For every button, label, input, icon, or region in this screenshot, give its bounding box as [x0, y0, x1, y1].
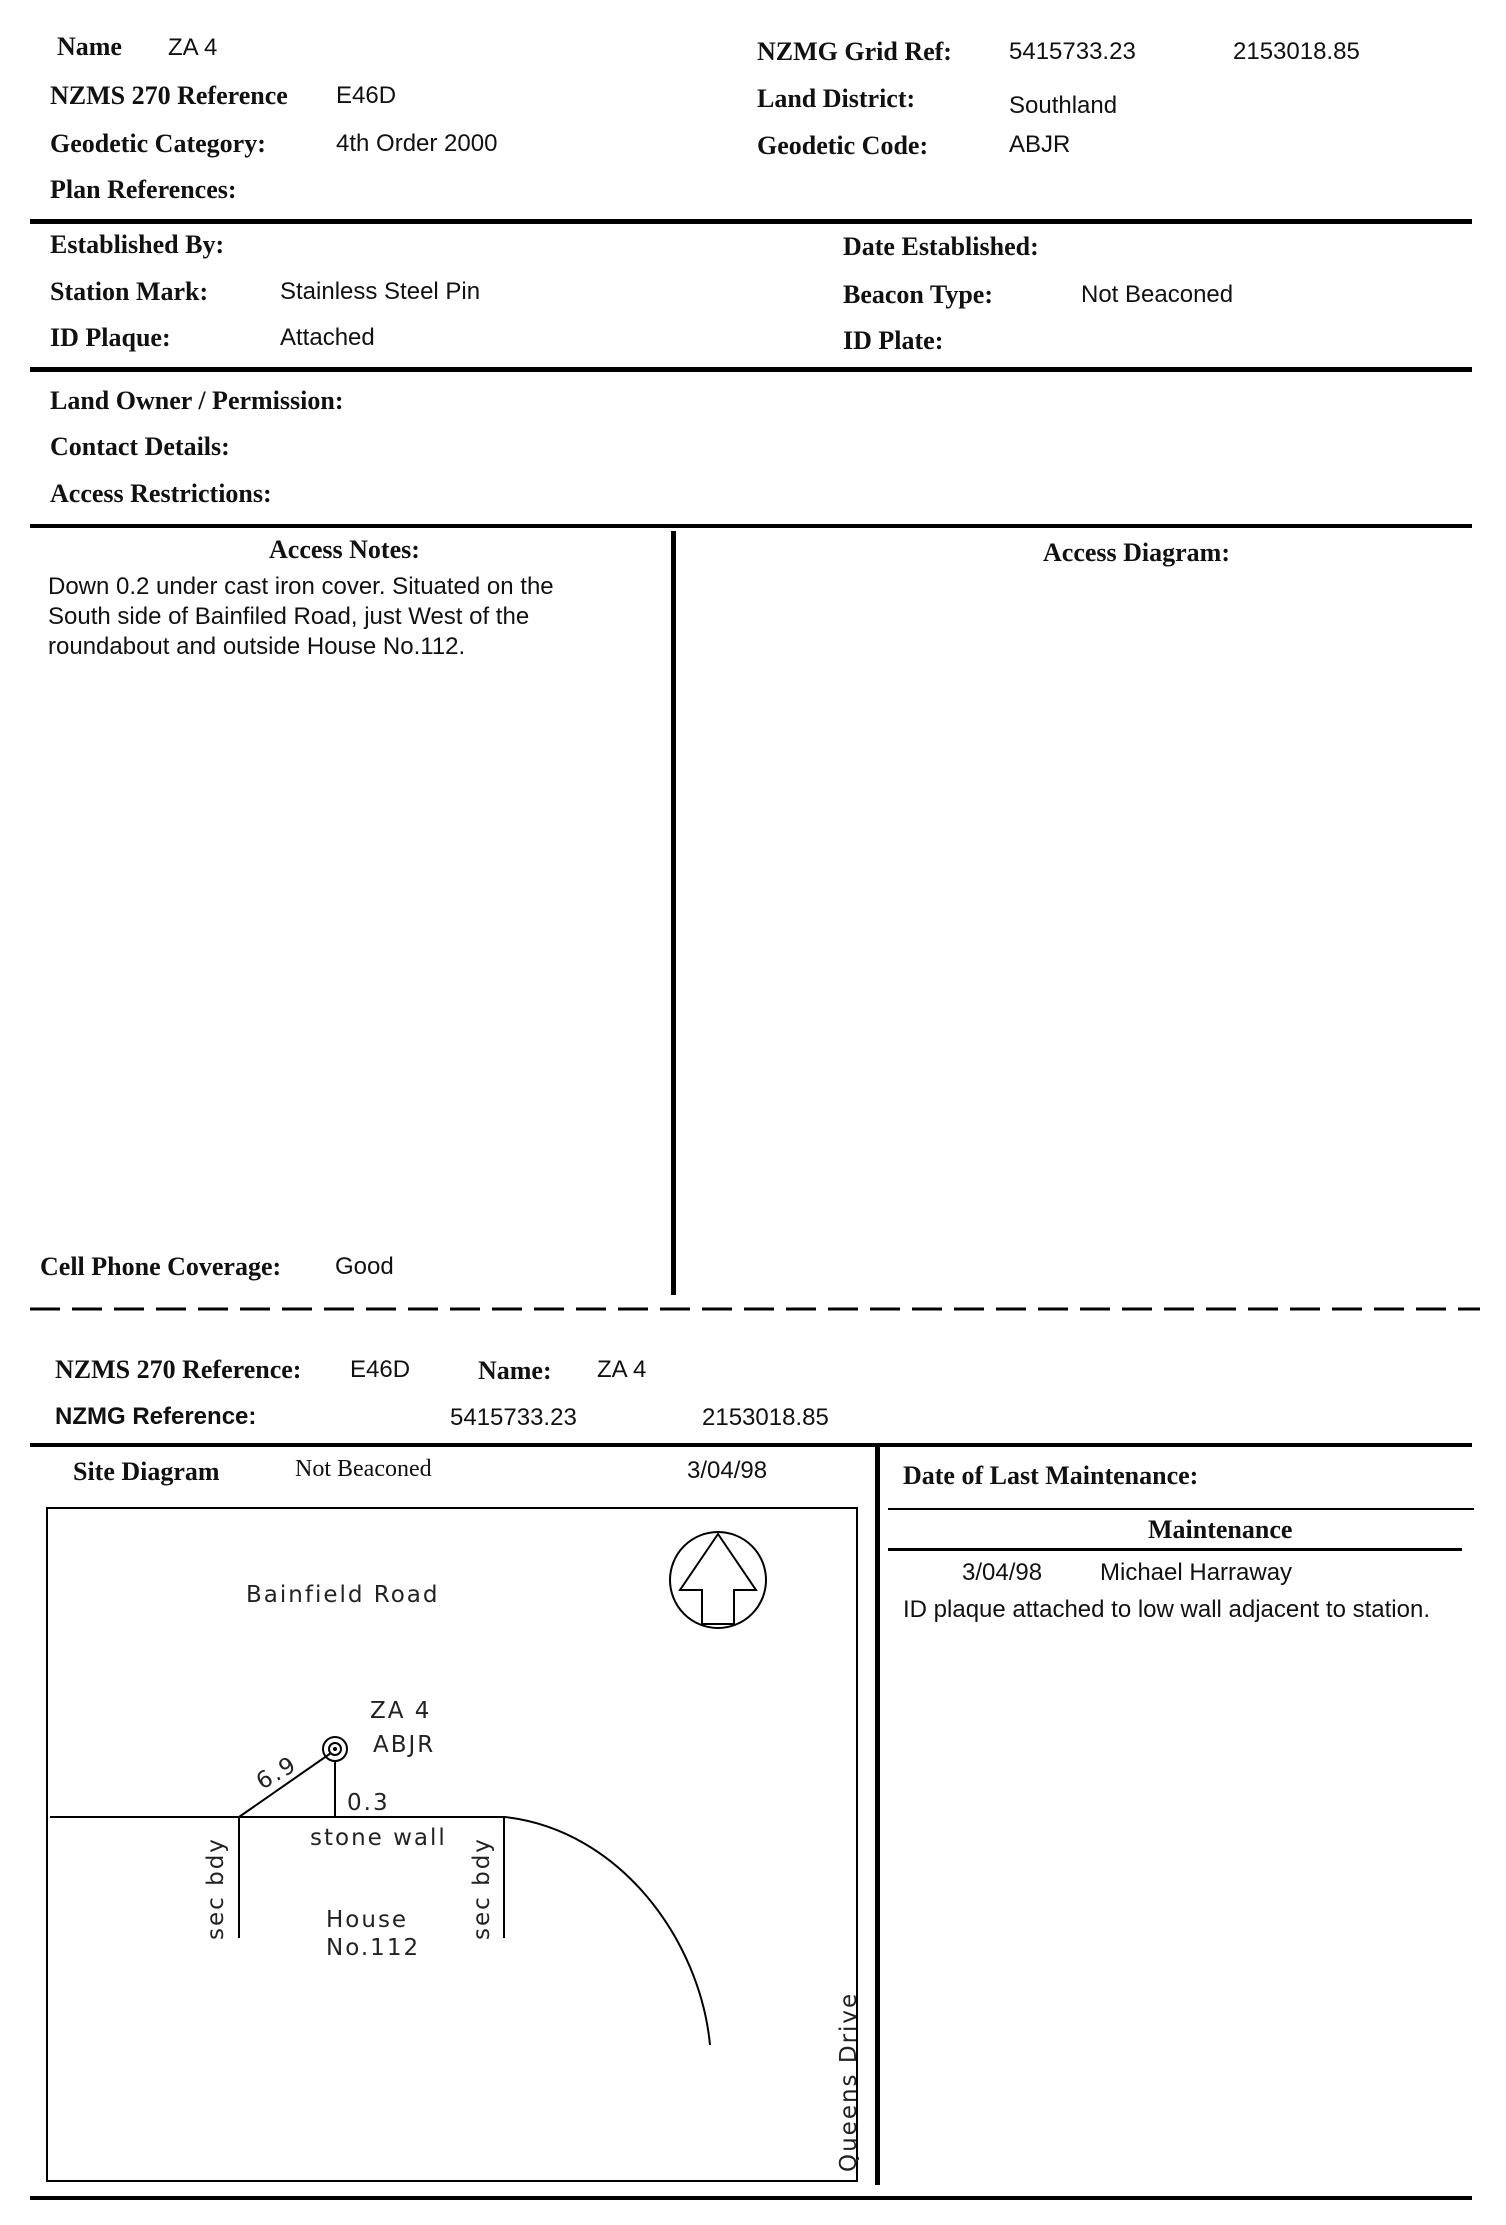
contact-details-label: Contact Details:	[50, 432, 230, 461]
cell-coverage-label: Cell Phone Coverage:	[40, 1252, 282, 1281]
divider-establishment	[30, 367, 1472, 372]
divider-owner	[30, 524, 1472, 528]
land-district-value: Southland	[1009, 92, 1118, 119]
access-diagram-title: Access Diagram:	[1043, 538, 1230, 567]
geodetic-category-value: 4th Order 2000	[336, 130, 498, 157]
lower-nzms-label: NZMS 270 Reference:	[55, 1355, 302, 1384]
site-diagram-title: Site Diagram	[73, 1457, 220, 1486]
section-boundary-right-label: sec bdy	[469, 1837, 495, 1940]
queens-drive-label: Queens Drive	[836, 1991, 862, 2172]
site-beacon-value: Not Beaconed	[295, 1456, 432, 1482]
divider-lower	[30, 1443, 1472, 1447]
geodetic-code-label: Geodetic Code:	[757, 131, 929, 160]
site-column-divider	[875, 1447, 880, 2185]
access-notes-title: Access Notes:	[269, 535, 420, 564]
house-label-line1: House	[326, 1907, 409, 1933]
station-mark-value: Stainless Steel Pin	[280, 278, 481, 305]
road-label: Bainfield Road	[246, 1582, 440, 1608]
north-arrow-icon	[670, 1532, 766, 1628]
grid-ref-north: 5415733.23	[1009, 38, 1136, 65]
nzms-reference-label: NZMS 270 Reference	[50, 81, 288, 110]
id-plaque-value: Attached	[280, 324, 375, 351]
lower-nzms-value: E46D	[350, 1356, 411, 1383]
lower-reference-north: 5415733.23	[450, 1404, 577, 1431]
lower-name-label: Name:	[478, 1356, 552, 1385]
geodetic-category-label: Geodetic Category:	[50, 129, 266, 158]
station-name-label: ZA 4	[370, 1698, 432, 1724]
nzms-reference-value: E46D	[336, 82, 397, 109]
maintenance-top-rule	[888, 1508, 1474, 1510]
id-plaque-label: ID Plaque:	[50, 323, 171, 352]
lower-reference-east: 2153018.85	[702, 1404, 829, 1431]
station-mark-label: Station Mark:	[50, 277, 209, 306]
site-diagram-frame	[47, 1508, 857, 2181]
lower-name-value: ZA 4	[597, 1356, 647, 1383]
station-mark-dot	[333, 1747, 337, 1751]
station-code-label: ABJR	[373, 1732, 436, 1758]
cut-line	[30, 1306, 1480, 1312]
land-district-label: Land District:	[757, 84, 916, 113]
cell-coverage-value: Good	[335, 1253, 394, 1280]
beacon-type-label: Beacon Type:	[843, 280, 993, 309]
name-label: Name	[57, 32, 122, 61]
beacon-type-value: Not Beaconed	[1081, 281, 1234, 308]
divider-bottom	[30, 2196, 1472, 2200]
established-by-label: Established By:	[50, 230, 225, 259]
site-diagram	[30, 1490, 872, 2190]
date-established-label: Date Established:	[843, 232, 1039, 261]
access-restrictions-label: Access Restrictions:	[50, 479, 272, 508]
house-label-line2: No.112	[326, 1935, 421, 1961]
grid-ref-label: NZMG Grid Ref:	[757, 37, 952, 66]
maintenance-entry-date: 3/04/98	[962, 1559, 1043, 1586]
geodetic-code-value: ABJR	[1009, 131, 1071, 158]
divider-header	[30, 219, 1472, 224]
id-plate-label: ID Plate:	[843, 326, 944, 355]
maintenance-title: Maintenance	[1148, 1515, 1293, 1544]
lower-reference-label: NZMG Reference:	[55, 1403, 257, 1430]
north-arrow-shape	[680, 1534, 756, 1624]
name-value: ZA 4	[168, 34, 218, 61]
last-maintenance-label: Date of Last Maintenance:	[903, 1461, 1199, 1490]
maintenance-title-rule	[888, 1548, 1462, 1551]
section-boundary-left-label: sec bdy	[203, 1837, 229, 1940]
site-date: 3/04/98	[687, 1457, 768, 1484]
grid-ref-east: 2153018.85	[1233, 38, 1360, 65]
land-owner-label: Land Owner / Permission:	[50, 386, 344, 415]
distance-69-label: 6.9	[252, 1751, 302, 1796]
stone-wall-label: stone wall	[310, 1825, 447, 1851]
maintenance-entry-note: ID plaque attached to low wall adjacent to station.	[903, 1596, 1430, 1623]
access-notes-text: Down 0.2 under cast iron cover. Situated on the South side of Bainfiled Road, just West of the roundabout and outside House No.112.	[48, 573, 554, 660]
access-column-divider	[671, 531, 676, 1295]
distance-03-label: 0.3	[347, 1790, 390, 1816]
plan-references-label: Plan References:	[50, 175, 237, 204]
road-curve	[505, 1817, 710, 2045]
maintenance-entry-person: Michael Harraway	[1100, 1559, 1293, 1586]
